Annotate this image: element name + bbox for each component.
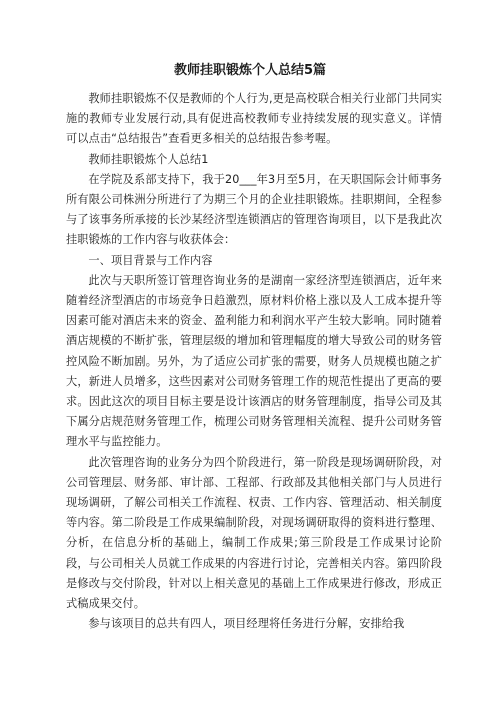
paragraph-phases: 此次管理咨询的业务分为四个阶段进行，第一阶段是现场调研阶段，对公司管理层、财务部、审计部、工程部、行政部及其他相关部门与人员进行现场调研，了解公司相关工作流程、权责、工作内容、管理活动、相关制度等内容。第二阶段是工作成果编制阶段，对现场调研取得的资料进行整理、分析，在信息分析的基础上，编制工作成果;第三阶段是工作成果讨论阶段，与公司相关人员就工作成果的内容进行讨论，完善相关内容。第四阶段是修改与交付阶段，针对以上相关意见的基础上工作成果进行修改，形成正式稿成果交付。 [66, 455, 442, 611]
paragraph-subtitle: 教师挂职锻炼个人总结1 [88, 152, 209, 166]
paragraph-opening: 在学院及系部支持下，我于20___年3月至5月，在天职国际会计师事务所有限公司株洲分所进行了为期三个月的企业挂职锻炼。挂职期间，全程参与了该事务所承接的长沙某经济型连锁酒店的管理咨询项目，以下是我此次挂职锻炼的工作内容与收获体会： [66, 172, 442, 247]
paragraph-team: 参与该项目的总共有四人，项目经理将任务进行分解，安排给我 [88, 617, 405, 631]
paragraph-intro: 教师挂职锻炼不仅是教师的个人行为,更是高校联合相关行业部门共同实施的教师专业发展行动,具有促进高校教师专业持续发展的现实意义。详情可以点击“总结报告”查看更多相关的总结报告参考喔。 [66, 92, 442, 146]
document-title: 教师挂职锻炼个人总结5篇 [173, 63, 327, 78]
section-heading: 一、项目背景与工作内容 [88, 253, 213, 267]
paragraph-background: 此次与天职所签订管理咨询业务的是湖南一家经济型连锁酒店，近年来随着经济型酒店的市场竞争日趋激烈，原材料价格上涨以及人工成本提升等因素可能对酒店未来的资金、盈利能力和利润水平产生较大影响。同时随着酒店规模的不断扩张，管理层级的增加和管理幅度的增大导致公司的财务管控风险不断加剧。另外，为了适应公司扩张的需要，财务人员规模也随之扩大，新进人员增多，这些因素对公司财务管理工作的规范性提出了更高的要求。因此这次的项目目标主要是设计该酒店的财务管理制度，指导公司及其下属分店规范财务管理工作，梳理公司财务管理相关流程、提升公司财务管理水平与监控能力。 [66, 273, 442, 449]
